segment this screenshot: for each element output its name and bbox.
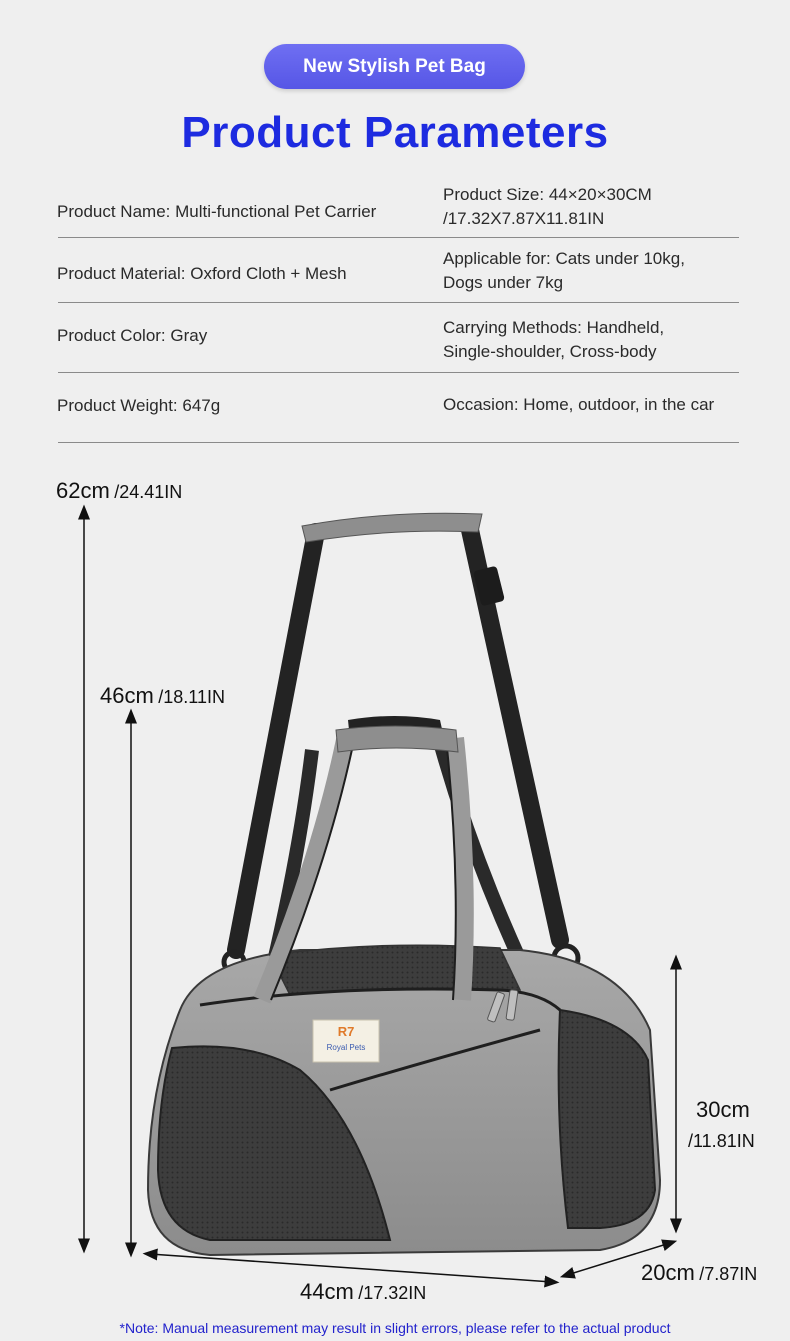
param-product-weight: Product Weight: 647g [57, 396, 221, 415]
top-mesh-panel [270, 945, 520, 995]
length-arrow [150, 1254, 552, 1282]
handle-front-grip [336, 726, 458, 752]
param-applicable-line2: Dogs under 7kg [443, 273, 564, 292]
param-carrying-line2: Single-shoulder, Cross-body [443, 342, 657, 361]
width-label: 20cm /7.87IN [641, 1260, 758, 1285]
brand-name: Royal Pets [326, 1043, 366, 1052]
bag-height-in-label: /11.81IN [688, 1131, 755, 1151]
param-product-name: Product Name: Multi-functional Pet Carrier [57, 202, 377, 221]
bag-height-cm-label: 30cm [696, 1097, 750, 1122]
handle-height-label: 46cm /18.11IN [100, 683, 225, 708]
param-product-color: Product Color: Gray [57, 326, 208, 345]
param-product-material: Product Material: Oxford Cloth + Mesh [57, 264, 347, 283]
new-stylish-badge: New Stylish Pet Bag [264, 44, 525, 89]
param-carrying-line1: Carrying Methods: Handheld, [443, 318, 665, 337]
param-product-size-line1: Product Size: 44×20×30CM [443, 185, 652, 204]
param-occasion: Occasion: Home, outdoor, in the car [443, 395, 715, 414]
page-title: Product Parameters [181, 108, 609, 157]
shoulder-pad [302, 513, 482, 542]
param-applicable-line1: Applicable for: Cats under 10kg, [443, 249, 685, 268]
length-label: 44cm /17.32IN [300, 1279, 427, 1304]
handle-front-right [455, 738, 465, 1000]
param-product-size-line2: /17.32X7.87X11.81IN [443, 209, 605, 228]
brand-logo: R7 [337, 1024, 355, 1039]
measurement-note: *Note: Manual measurement may result in slight errors, please refer to the actual product [119, 1320, 671, 1336]
total-height-label: 62cm /24.41IN [56, 478, 183, 503]
